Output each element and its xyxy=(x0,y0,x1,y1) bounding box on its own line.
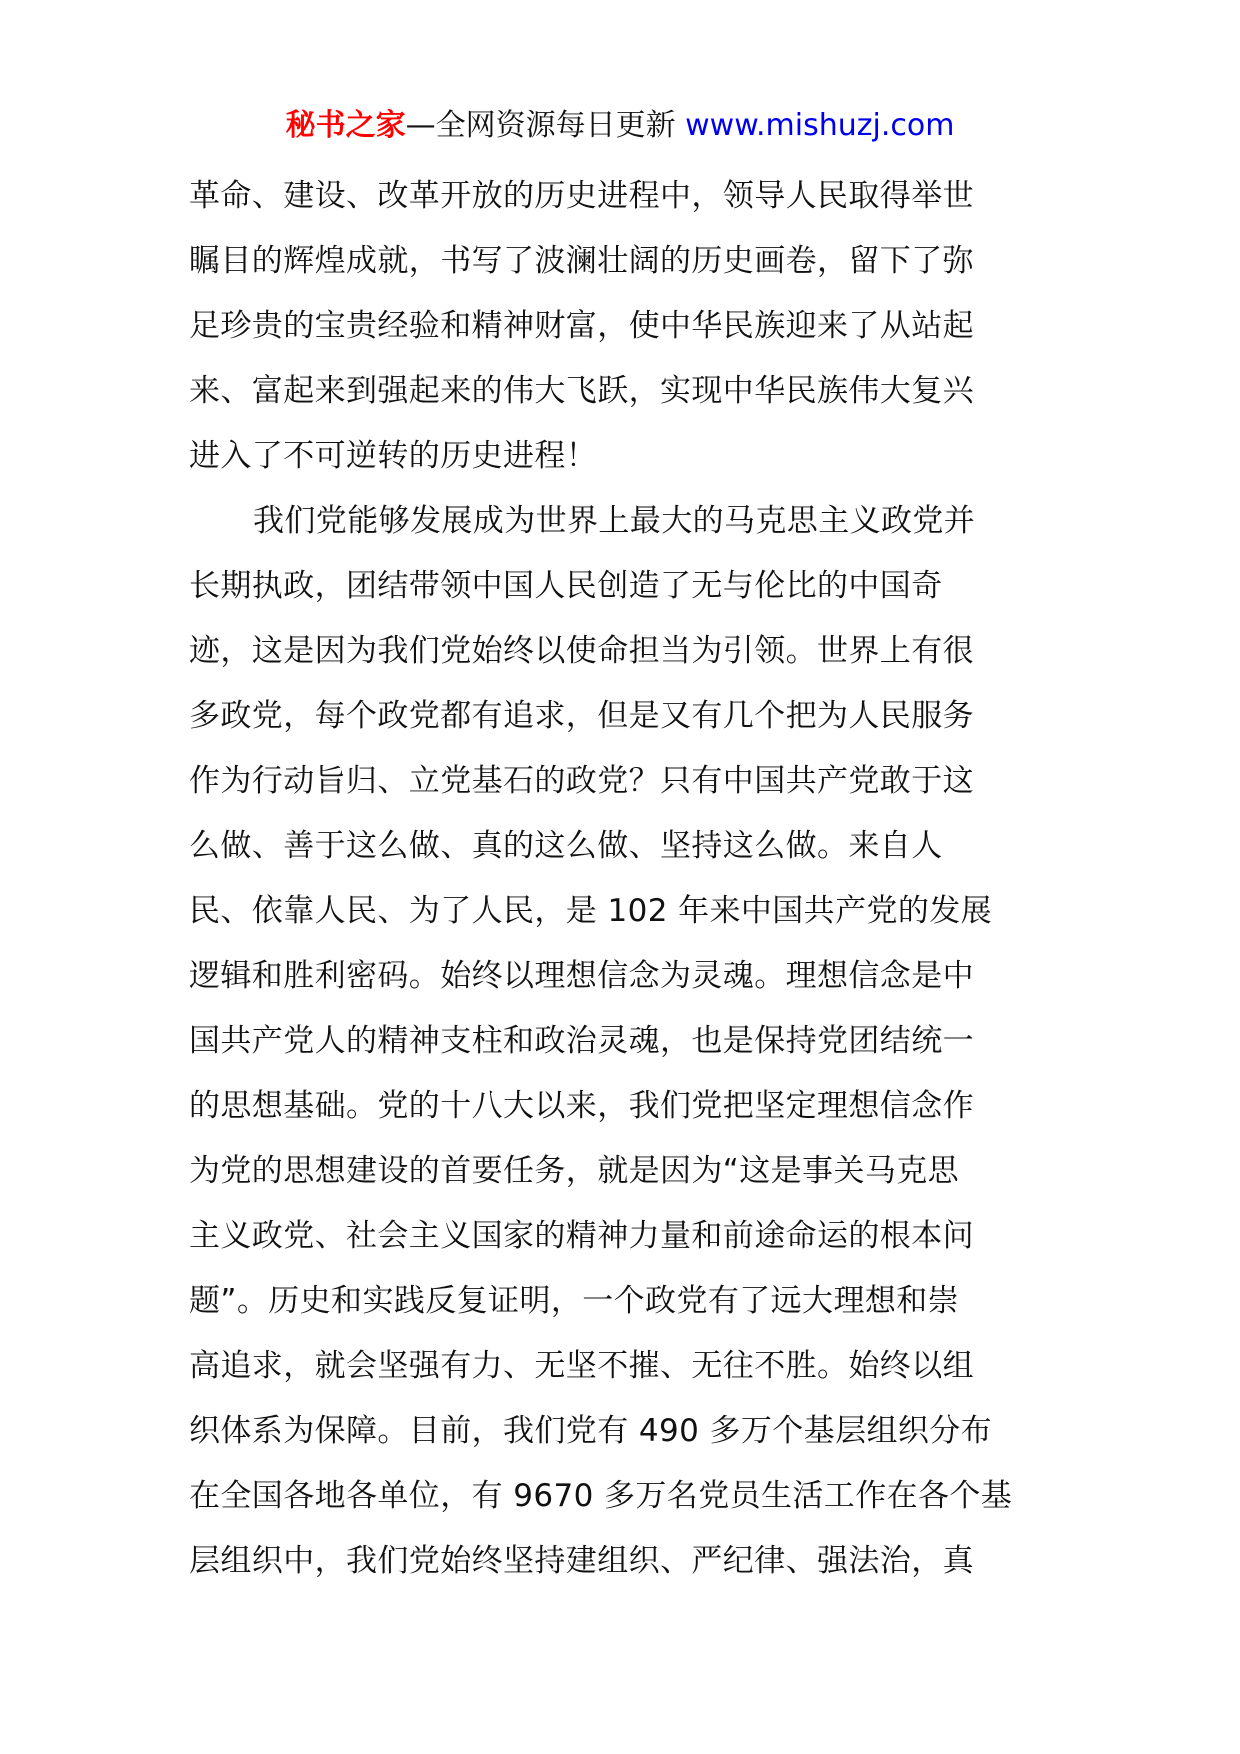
text-line: 题”。历史和实践反复证明，一个政党有了远大理想和崇 xyxy=(189,1283,960,1319)
text-line: 作为行动旨归、立党基石的政党？只有中国共产党敢于这 xyxy=(189,763,974,799)
page-header xyxy=(0,104,1240,148)
text-line: 织体系为保障。目前，我们党有 490 多万个基层组织分布 xyxy=(189,1413,993,1449)
text-line: 的思想基础。党的十八大以来，我们党把坚定理想信念作 xyxy=(189,1088,974,1124)
text-line: 长期执政，团结带领中国人民创造了无与伦比的中国奇 xyxy=(189,568,943,604)
text-line: 多政党，每个政党都有追求，但是又有几个把为人民服务 xyxy=(189,698,974,734)
text-line: 国共产党人的精神支柱和政治灵魂，也是保持党团结统一 xyxy=(189,1023,974,1059)
header-tagline: —全网资源每日更新 xyxy=(405,108,686,143)
text-line: 瞩目的辉煌成就，书写了波澜壮阔的历史画卷，留下了弥 xyxy=(189,243,974,279)
text-line: 在全国各地各单位，有 9670 多万名党员生活工作在各个基 xyxy=(189,1478,1013,1514)
text-line: 民、依靠人民、为了人民，是 102 年来中国共产党的发展 xyxy=(189,893,993,929)
text-line: 高追求，就会坚强有力、无坚不摧、无往不胜。始终以组 xyxy=(189,1348,974,1384)
text-line: 来、富起来到强起来的伟大飞跃，实现中华民族伟大复兴 xyxy=(189,373,974,409)
text-line: 么做、善于这么做、真的这么做、坚持这么做。来自人 xyxy=(189,828,943,864)
text-line: 主义政党、社会主义国家的精神力量和前途命运的根本问 xyxy=(189,1218,974,1254)
paragraph-start-line: 我们党能够发展成为世界上最大的马克思主义政党并 xyxy=(253,503,976,539)
text-line: 革命、建设、改革开放的历史进程中，领导人民取得举世 xyxy=(189,178,974,214)
text-line: 进入了不可逆转的历史进程！ xyxy=(189,438,598,474)
text-line: 迹，这是因为我们党始终以使命担当为引领。世界上有很 xyxy=(189,633,974,669)
header-url-link[interactable]: www.mishuzj.com xyxy=(685,108,955,143)
header-brand: 秘书之家 xyxy=(285,108,406,143)
text-line: 层组织中，我们党始终坚持建组织、严纪律、强法治，真 xyxy=(189,1543,974,1579)
text-line: 为党的思想建设的首要任务，就是因为“这是事关马克思 xyxy=(189,1153,960,1189)
body-text xyxy=(189,164,1051,1594)
text-line: 逻辑和胜利密码。始终以理想信念为灵魂。理想信念是中 xyxy=(189,958,974,994)
text-line: 足珍贵的宝贵经验和精神财富，使中华民族迎来了从站起 xyxy=(189,308,974,344)
